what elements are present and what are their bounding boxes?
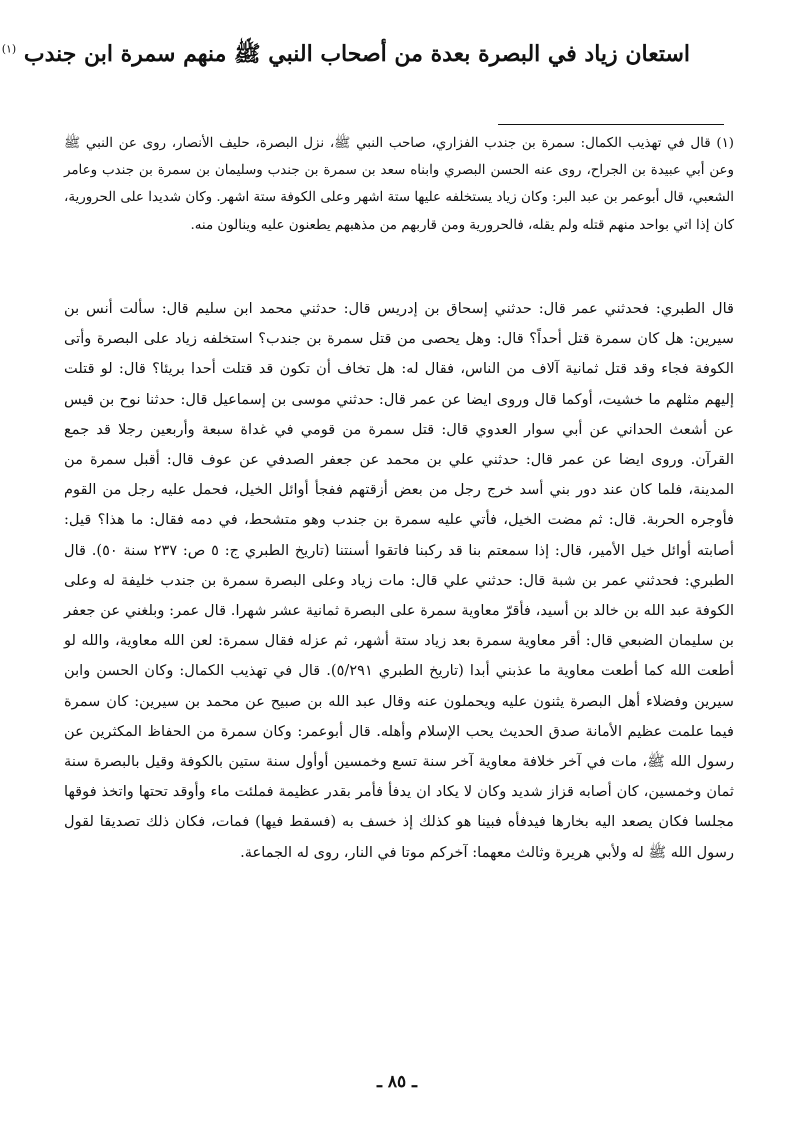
- heading-text: استعان زياد في البصرة بعدة من أصحاب النبي ﷺ منهم سمرة ابن جندب: [23, 41, 690, 67]
- footnote-text: (١) قال في تهذيب الكمال: سمرة بن جندب الفزاري، صاحب النبي ﷺ، نزل البصرة، حليف الأنصار، روى عن النبي ﷺ وعن أبي عبيدة بن الجراح، روى عنه الحسن البصري وابناه سعد بن سمرة بن جندب وسليمان بن سمرة بن جندب وعامر الشعبي، قال أبوعمر بن عبد البر: وكان زياد يستخلفه عليها ستة اشهر وعلى الكوفة ستة اشهر. وكان شديدا على الحرورية، كان إذا اتي بواحد منهم قتله ولم يقله، فالحرورية ومن قاربهم من مذهبهم يطعنون عليه وينالون منه.: [64, 136, 734, 233]
- chapter-heading: [1, 40, 690, 69]
- main-paragraph: قال الطبري: فحدثني عمر قال: حدثني إسحاق بن إدريس قال: حدثني محمد ابن سليم قال: سألت أنس بن سيرين: هل كان سمرة قتل أحداً؟ قال: وهل يحصى من قتل سمرة بن جندب؟ استخلفه زياد على البصرة وأتى الكوفة فجاء وقد قتل ثمانية آلاف من الناس، فقال له: هل تخاف أن تكون قد قتلت أحدا بريئا؟ قال: لو قتلت إليهم مثلهم ما خشيت، أوكما قال وروى ايضا عن عمر قال: حدثني موسى بن إسماعيل قال: حدثنا نوح بن قيس عن أشعث الحداني عن أبي سوار العدوي قال: قتل سمرة من قومي في غداة سبعة وأربعين رجلا قد جمع القرآن. وروى ايضا عن عمر قال: حدثني علي بن محمد عن جعفر الصدفي عن عوف قال: أقبل سمرة من المدينة، فلما كان عند دور بني أسد خرج رجل من بعض أزقتهم ففجأ أوائل الخيل، فحمل عليه رجل من القوم فأوجره الحربة. قال: ثم مضت الخيل، فأتي عليه سمرة بن جندب وهو متشحط، في دمه فقال: ما هذا؟ قيل: أصابته أوائل خيل الأمير، قال: إذا سمعتم بنا قد ركبنا فاتقوا أسنتنا (تاريخ الطبري ج: ٥ ص: ٢٣٧ سنة ٥٠). قال الطبري: فحدثني عمر بن شبة قال: حدثني علي قال: مات زياد وعلى البصرة سمرة بن جندب خليفة له وعلى الكوفة عبد الله بن خالد بن أسيد، فأقرّ معاوية سمرة على البصرة ثمانية عشر شهرا. قال عمر: وبلغني عن جعفر بن سليمان الضبعي قال: أقر معاوية سمرة بعد زياد ستة أشهر، ثم عزله فقال سمرة: لعن الله معاوية، والله لو أطعت الله كما أطعت معاوية ما عذبني أبدا (تاريخ الطبري ٥/٢٩١). قال في تهذيب الكمال: وكان الحسن وابن سيرين وفضلاء أهل البصرة يثنون عليه ويحملون عنه وقال عبد الله بن صبيح عن محمد بن سيرين: كان سمرة فيما علمت عظيم الأمانة صدق الحديث يحب الإسلام وأهله. قال أبوعمر: وكان سمرة من الحفاظ المكثرين عن رسول الله ﷺ، مات في آخر خلافة معاوية آخر سنة تسع وخمسين أوأول سنة ستين بالكوفة وقيل بالبصرة سنة ثمان وخمسين، كان أصابه قزاز شديد وكان لا يكاد ان يدفأ فأمر بقدر عظيمة فملئت ماء وأوقد تحتها واتخذ فوقها مجلسا فكان يصعد اليه بخارها فيدفأه فبينا هو كذلك إذ خسف به (فسقط فيها) فمات، فكان ذلك تصديقا لقول رسول الله ﷺ له ولأبي هريرة وثالث معهما: آخركم موتا في النار، روى له الجماعة.: [64, 300, 735, 861]
- main-text: [64, 294, 734, 868]
- heading-footnote-marker[interactable]: (١): [1, 42, 17, 56]
- footnote-divider: [498, 124, 724, 125]
- footnote: [64, 130, 734, 239]
- page-number: ـ ٨٥ ـ: [376, 1072, 418, 1092]
